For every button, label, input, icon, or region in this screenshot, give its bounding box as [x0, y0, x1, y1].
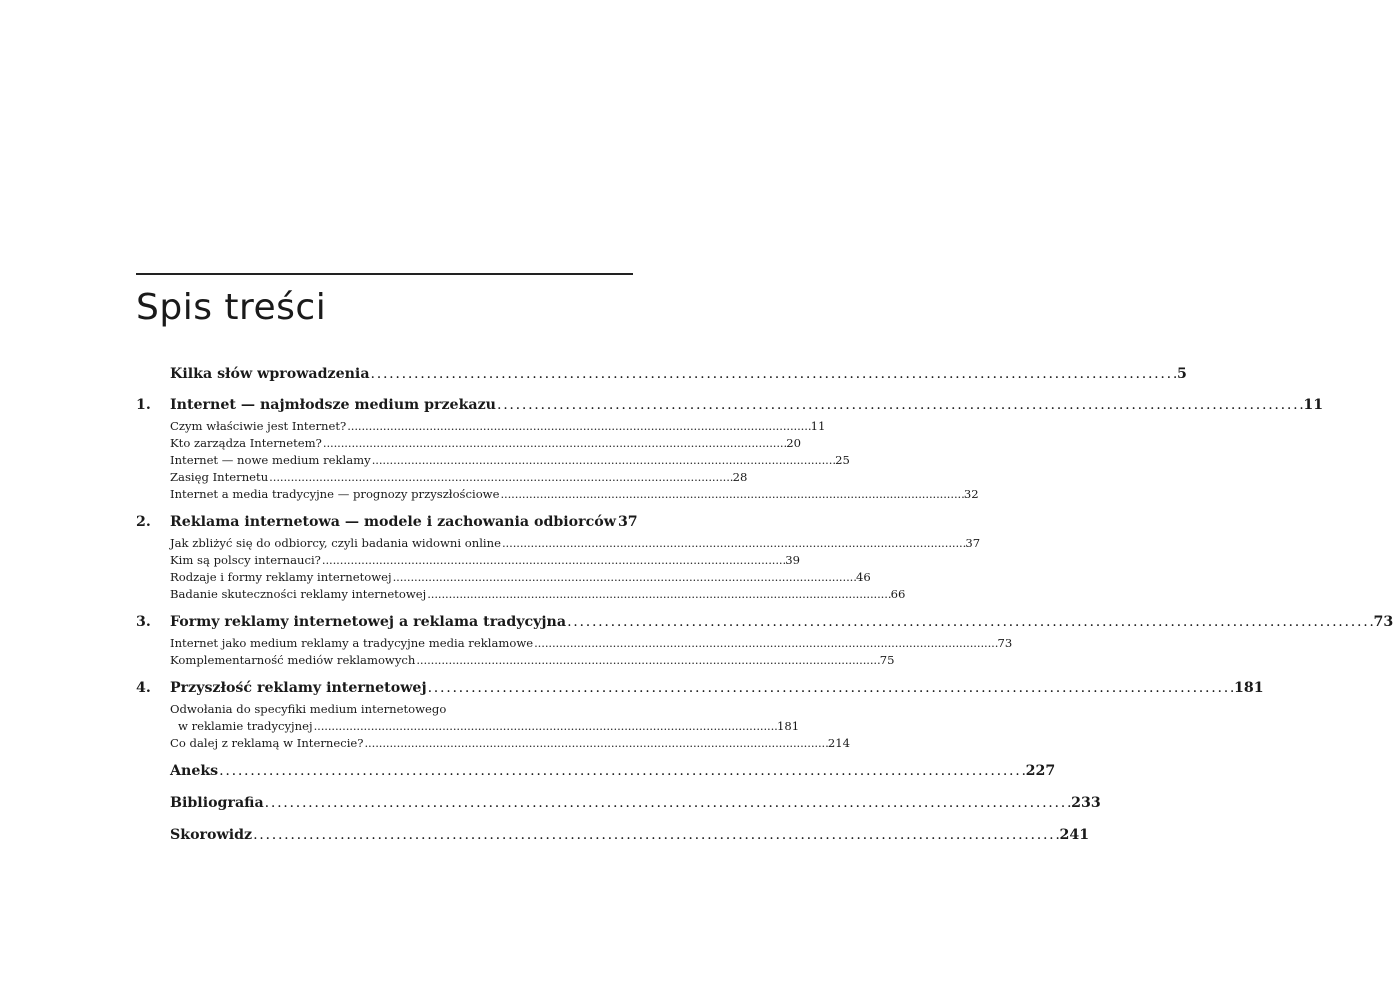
- entry-page: 241: [1059, 827, 1090, 843]
- dot-leader: [322, 553, 784, 567]
- entry-page: 233: [1071, 795, 1101, 811]
- section-label: Czym właściwie jest Internet?: [170, 419, 347, 433]
- toc-section[interactable]: [136, 736, 851, 753]
- section-page: 39: [785, 553, 801, 567]
- entry-page: 5: [1176, 366, 1187, 382]
- chapter-label: Formy reklamy internetowej a reklama tradycyjna: [170, 614, 567, 630]
- section-page: 66: [890, 587, 906, 601]
- section-label: Internet — nowe medium reklamy: [170, 453, 371, 467]
- dot-leader: [567, 614, 1372, 630]
- table-of-contents: [136, 366, 1393, 849]
- section-label-continuation: w reklamie tradycyjnej: [178, 719, 313, 733]
- section-page: 20: [786, 436, 802, 450]
- section-label: Odwołania do specyfiki medium internetowego: [170, 702, 447, 716]
- dot-leader: [427, 587, 889, 601]
- toc-chapter-1[interactable]: [136, 397, 1324, 419]
- dot-leader: [219, 763, 1024, 779]
- section-page: 11: [810, 419, 826, 433]
- section-label: Jak zbliżyć się do odbiorcy, czyli badania widowni online: [170, 536, 501, 550]
- toc-section[interactable]: [136, 587, 906, 604]
- section-label: Zasięg Internetu: [170, 470, 269, 484]
- page-title: Spis treści: [136, 287, 327, 328]
- entry-label: Aneks: [170, 763, 219, 779]
- section-page: 32: [963, 487, 979, 501]
- dot-leader: [372, 453, 834, 467]
- entry-label: Skorowidz: [170, 827, 253, 843]
- section-page: 37: [965, 536, 981, 550]
- toc-section[interactable]: [136, 570, 871, 587]
- chapter-number: 3.: [136, 614, 151, 630]
- section-page: 25: [835, 453, 850, 467]
- entry-label: Kilka słów wprowadzenia: [170, 366, 370, 382]
- chapter-label: Przyszłość reklamy internetowej: [170, 680, 427, 696]
- section-page: 75: [879, 653, 895, 667]
- toc-entry-intro[interactable]: [136, 366, 1187, 388]
- section-label: Komplementarność mediów reklamowych: [170, 653, 416, 667]
- chapter-number: 2.: [136, 514, 151, 530]
- section-page: 28: [732, 470, 748, 484]
- toc-entry-skorowidz[interactable]: [136, 827, 1090, 849]
- dot-leader: [393, 570, 855, 584]
- chapter-number: 4.: [136, 680, 151, 696]
- dot-leader: [323, 436, 785, 450]
- section-label: Internet jako medium reklamy a tradycyjne media reklamowe: [170, 636, 534, 650]
- toc-section[interactable]: [136, 653, 895, 670]
- section-label: Kim są polscy internauci?: [170, 553, 321, 567]
- chapter-page: 181: [1234, 680, 1264, 696]
- section-label: Internet a media tradycyjne — prognozy przyszłościowe: [170, 487, 500, 501]
- toc-section-continuation[interactable]: [136, 719, 800, 736]
- dot-leader: [534, 636, 996, 650]
- toc-section[interactable]: [136, 436, 802, 453]
- chapter-page: 11: [1303, 397, 1324, 413]
- toc-section[interactable]: [136, 553, 801, 570]
- toc-entry-aneks[interactable]: [136, 763, 1056, 785]
- toc-section[interactable]: [136, 453, 850, 470]
- dot-leader: [364, 736, 826, 750]
- toc-chapter-2[interactable]: [136, 514, 638, 536]
- section-page: 46: [856, 570, 871, 584]
- section-label: Badanie skuteczności reklamy internetowej: [170, 587, 427, 601]
- dot-leader: [253, 827, 1058, 843]
- chapter-page: 73: [1373, 614, 1393, 630]
- toc-section-first-line[interactable]: [136, 702, 632, 719]
- chapter-page: 37: [617, 514, 638, 530]
- toc-section[interactable]: [136, 470, 748, 487]
- toc-section[interactable]: [136, 419, 826, 436]
- toc-section[interactable]: [136, 636, 1013, 653]
- chapter-label: Reklama internetowa — modele i zachowania odbiorców: [170, 514, 616, 530]
- toc-section[interactable]: [136, 536, 981, 553]
- entry-label: Bibliografia: [170, 795, 264, 811]
- dot-leader: [502, 536, 964, 550]
- toc-section[interactable]: [136, 487, 979, 504]
- dot-leader: [314, 719, 776, 733]
- toc-chapter-4[interactable]: [136, 680, 1264, 702]
- dot-leader: [416, 653, 878, 667]
- section-page: 181: [776, 719, 800, 733]
- chapter-label: Internet — najmłodsze medium przekazu: [170, 397, 496, 413]
- dot-leader: [497, 397, 1302, 413]
- entry-page: 227: [1025, 763, 1056, 779]
- section-label: Kto zarządza Internetem?: [170, 436, 322, 450]
- toc-chapter-3[interactable]: [136, 614, 1393, 636]
- dot-leader: [265, 795, 1070, 811]
- section-page: 214: [827, 736, 851, 750]
- title-rule: [136, 273, 633, 275]
- section-label: Co dalej z reklamą w Internecie?: [170, 736, 364, 750]
- section-label: Rodzaje i formy reklamy internetowej: [170, 570, 392, 584]
- dot-leader: [269, 470, 731, 484]
- chapter-number: 1.: [136, 397, 151, 413]
- section-page: 73: [997, 636, 1013, 650]
- toc-entry-bibliografia[interactable]: [136, 795, 1101, 817]
- dot-leader: [500, 487, 962, 501]
- dot-leader: [371, 366, 1176, 382]
- dot-leader: [347, 419, 809, 433]
- dot-leader: [428, 680, 1233, 696]
